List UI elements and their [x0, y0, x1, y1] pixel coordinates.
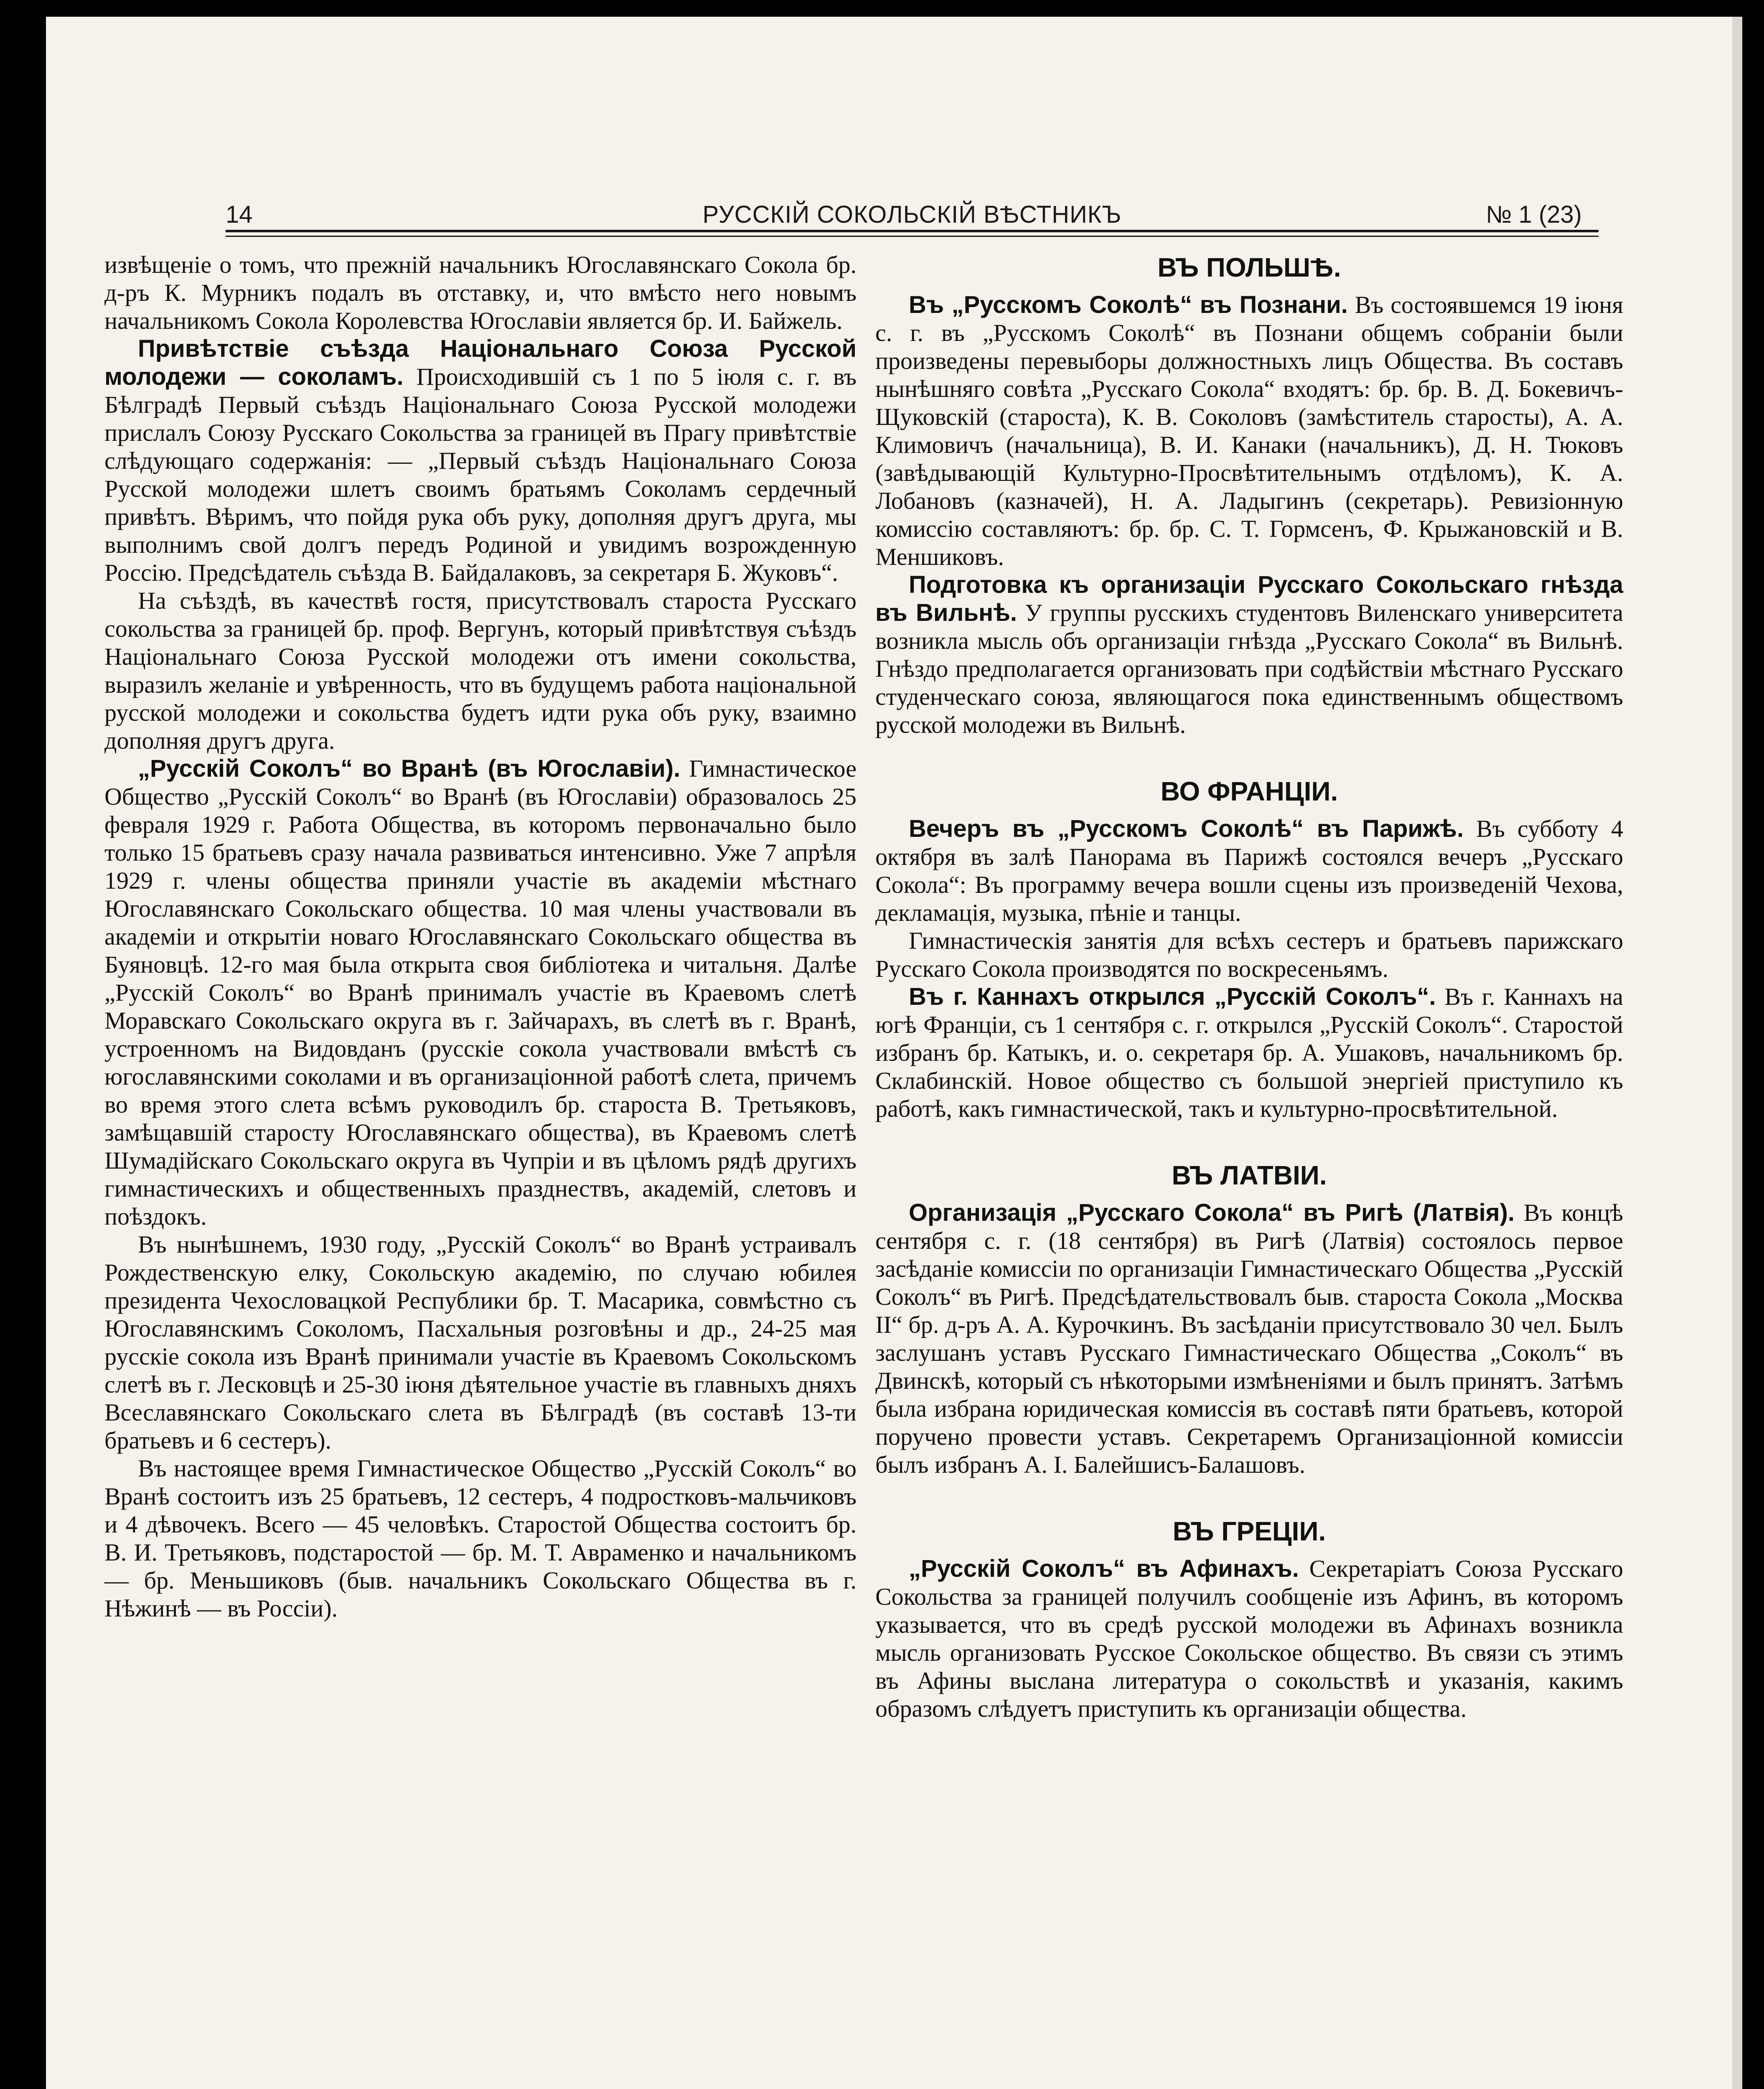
paragraph: Организація „Русскаго Сокола“ въ Ригѣ (Латвія). Въ концѣ сентября с. г. (18 сентября) въ Ригѣ (Латвія) состоялось первое засѣданіе комиссіи по организаціи Гимнастическаго Общества „Русскій Соколъ“ въ Ригѣ. Предсѣдательствовалъ быв. староста Сокола „Москва II“ бр. д-ръ А. А. Курочкинъ. Въ засѣданіи присутствовало 30 чел. Былъ заслушанъ уставъ Русскаго Гимнастическаго Общества „Соколъ“ въ Двинскѣ, который съ нѣкоторыми измѣненіями и былъ принятъ. Затѣмъ была избрана юридическая комиссія въ составѣ пяти братьевъ, которой поручено провести уставъ. Секретаремъ Организаціонной комиссіи былъ избранъ А. І. Балейшисъ-Балашовъ. [875, 1199, 1624, 1478]
paragraph: Подготовка къ организаціи Русскаго Сокольскаго гнѣзда въ Вильнѣ. У группы русскихъ студентовъ Виленскаго университета возникла мысль объ организаціи гнѣзда „Русскаго Сокола“ въ Вильнѣ. Гнѣздо предполагается организовать при содѣйствіи мѣстнаго Русскаго студенческаго союза, являющагося пока единственнымъ обществомъ русской молодежи въ Вильнѣ. [875, 571, 1623, 738]
article-title: „Русскій Соколъ“ въ Афинахъ. [909, 1555, 1299, 1582]
section-heading: ВО ФРАНЦІИ. [1160, 776, 1338, 806]
article-title: Въ „Русскомъ Соколѣ“ въ Познани. [909, 291, 1348, 318]
journal-title: РУССКІЙ СОКОЛЬСКІЙ ВѢСТНИКЪ [702, 201, 1122, 228]
paragraph: Въ нынѣшнемъ, 1930 году, „Русскій Соколъ“ во Вранѣ устраивалъ Рождественскую елку, Сокольскую академію, по случаю юбилея президента Чехословацкой Республики бр. Т. Масарика, совмѣстно съ Югославянскимъ Соколомъ, Пасхальныя розговѣны и др., 24-25 мая русскіе сокола изъ Вранѣ принимали участіе въ Краевомъ Сокольскомъ слетѣ въ г. Лесковцѣ и 25-30 іюня дѣятельное участіе въ главныхъ дняхъ Всеславянскаго Сокольскаго слета въ Бѣлградѣ (въ составѣ 13-ти братьевъ и 6 сестеръ). [104, 1231, 857, 1454]
paragraph: Въ г. Каннахъ открылся „Русскій Соколъ“. Въ г. Каннахъ на югѣ Франціи, съ 1 сентября с. г. открылся „Русскій Соколъ“. Старостой избранъ бр. Катыкъ, и. о. секретаря бр. А. Ушаковъ, начальникомъ бр. Склабинскій. Новое общество съ большой энергіей приступило къ работѣ, какъ гимнастической, такъ и культурно-просвѣтительной. [875, 983, 1623, 1122]
paragraph: Гимнастическія занятія для всѣхъ сестеръ и братьевъ парижскаго Русскаго Сокола производятся по воскресеньямъ. [875, 927, 1623, 982]
article-title: Привѣтствіе съѣзда Національнаго Союза Русской молодежи — соколамъ. [104, 335, 857, 390]
article-title: Въ г. Каннахъ открылся „Русскій Соколъ“. [909, 983, 1436, 1010]
left-column [104, 251, 857, 1622]
article-title: „Русскій Соколъ“ во Вранѣ (въ Югославіи). [138, 755, 681, 782]
right-column [875, 251, 1623, 1723]
paragraph: Въ настоящее время Гимнастическое Общество „Русскій Соколъ“ во Вранѣ состоитъ изъ 25 братьевъ, 12 сестеръ, 4 подростковъ-мальчиковъ и 4 дѣвочекъ. Всего — 45 человѣкъ. Старостой Общества состоитъ бр. В. И. Третьяковъ, подстаростой — бр. М. Т. Авраменко и начальникомъ — бр. Меньшиковъ (быв. начальникъ Сокольскаго Общества въ г. Нѣжинѣ — въ Россіи). [104, 1455, 857, 1622]
section-heading: ВЪ ЛАТВІИ. [1172, 1160, 1327, 1190]
paragraph: „Русскій Соколъ“ во Вранѣ (въ Югославіи). Гимнастическое Общество „Русскій Соколъ“ во Вранѣ (въ Югославіи) образовалось 25 февраля 1929 г. Работа Общества, въ которомъ первоначально было только 15 братьевъ сразу начала развиваться интенсивно. Уже 7 апрѣля 1929 г. члены общества приняли участіе въ академіи мѣстнаго Югославянскаго Сокольскаго общества. 10 мая члены участвовали въ академіи и открытіи новаго Югославянскаго Сокольскаго общества въ Буяновцѣ. 12-го мая была открыта своя библіотека и читальня. Далѣе „Русскій Соколъ“ во Вранѣ принималъ участіе въ Краевомъ слетѣ Моравскаго Сокольскаго округа въ г. Зайчарахъ, въ слетѣ въ г. Вранѣ, устроенномъ на Видовданъ (русскіе сокола участвовали вмѣстѣ съ югославянскими соколами и въ организаціонной работѣ слета, причемъ во время этого слета всѣмъ руководилъ бр. староста В. Третьяковъ, замѣщавшій старосту Югославянскаго общества), въ Краевомъ слетѣ Шумадійскаго Сокольскаго округа въ Чупріи и въ цѣломъ рядѣ другихъ гимнастическихъ и общественныхъ празднествъ, академій, слетовъ и поѣздокъ. [104, 755, 857, 1230]
section-heading: ВЪ ГРЕЦІИ. [1172, 1516, 1326, 1546]
article-title: Вечеръ въ „Русскомъ Соколѣ“ въ Парижѣ. [909, 815, 1464, 842]
paragraph: „Русскій Соколъ“ въ Афинахъ. Секретаріатъ Союза Русскаго Сокольства за границей получилъ сообщеніе изъ Афинъ, въ которомъ указывается, что въ средѣ русской молодежи въ Афинахъ возникла мысль организовать Русское Сокольское общество. Въ связи съ этимъ въ Афины выслана литература о сокольствѣ и указанія, какимъ образомъ слѣдуетъ приступить къ организаціи общества. [875, 1555, 1624, 1722]
article-title: Организація „Русскаго Сокола“ въ Ригѣ (Латвія). [909, 1199, 1515, 1226]
paragraph: Въ „Русскомъ Соколѣ“ въ Познани. Въ состоявшемся 19 іюня с. г. въ „Русскомъ Соколѣ“ въ Познани общемъ собраніи были произведены перевыборы должностныхъ лицъ Общества. Въ составъ нынѣшняго совѣта „Русскаго Сокола“ входятъ: бр. бр. В. Д. Бокевичъ-Щуковскій (староста), К. В. Соколовъ (замѣститель старосты), А. А. Климовичъ (начальница), В. И. Канаки (начальникъ), Д. Н. Тюковъ (завѣдывающій Культурно-Просвѣтительнымъ отдѣломъ), К. А. Лобановъ (казначей), Н. А. Ладыгинъ (секретарь). Ревизіонную комиссію составляютъ: бр. бр. С. Т. Гормсенъ, Ф. Крыжановскій и В. Меншиковъ. [875, 291, 1623, 570]
article-title: Подготовка къ организаціи Русскаго Сокольскаго гнѣзда въ Вильнѣ. [875, 571, 1623, 626]
paragraph: извѣщеніе о томъ, что прежній начальникъ Югославянскаго Сокола бр. д-ръ К. Мурникъ подалъ въ отставку, и, что вмѣсто него новымъ начальникомъ Сокола Королевства Югославіи является бр. И. Байжель. [104, 251, 857, 334]
issue-number: № 1 (23) [1486, 201, 1582, 228]
paragraph: Вечеръ въ „Русскомъ Соколѣ“ въ Парижѣ. Въ субботу 4 октября въ залѣ Панорама въ Парижѣ состоялся вечеръ „Русскаго Сокола“: Въ программу вечера вошли сцены изъ произведеній Чехова, декламація, музыка, пѣніе и танцы. [875, 815, 1624, 926]
page-number: 14 [226, 201, 253, 228]
paragraph: Привѣтствіе съѣзда Національнаго Союза Русской молодежи — соколамъ. Происходившій съ 1 по 5 іюля с. г. въ Бѣлградѣ Первый съѣздъ Національнаго Союза Русской молодежи прислалъ Союзу Русскаго Сокольства за границей въ Прагу привѣтствіе слѣдующаго содержанія: — „Первый съѣздъ Національнаго Союза Русской молодежи шлетъ своимъ братьямъ Соколамъ сердечный привѣтъ. Вѣримъ, что пойдя рука объ руку, дополняя другъ друга, мы выполнимъ свой долгъ передъ Родиной и увидимъ возрожденную Россію. Предсѣдатель съѣзда В. Байдалаковъ, за секретаря Б. Жуковъ“. [104, 335, 857, 586]
header-rule [226, 230, 1599, 232]
section-heading: ВЪ ПОЛЬШѢ. [1157, 252, 1341, 282]
paragraph: На съѣздѣ, въ качествѣ гостя, присутствовалъ староста Русскаго сокольства за границей бр. проф. Вергунъ, который привѣтствуя съѣздъ Національнаго Союза Русской молодежи отъ имени сокольства, выразилъ желаніе и увѣренность, что въ будущемъ работа національной русской молодежи и сокольства будетъ идти рука объ руку, взаимно дополняя другъ друга. [104, 587, 857, 754]
header-rule-thin [226, 236, 1599, 237]
